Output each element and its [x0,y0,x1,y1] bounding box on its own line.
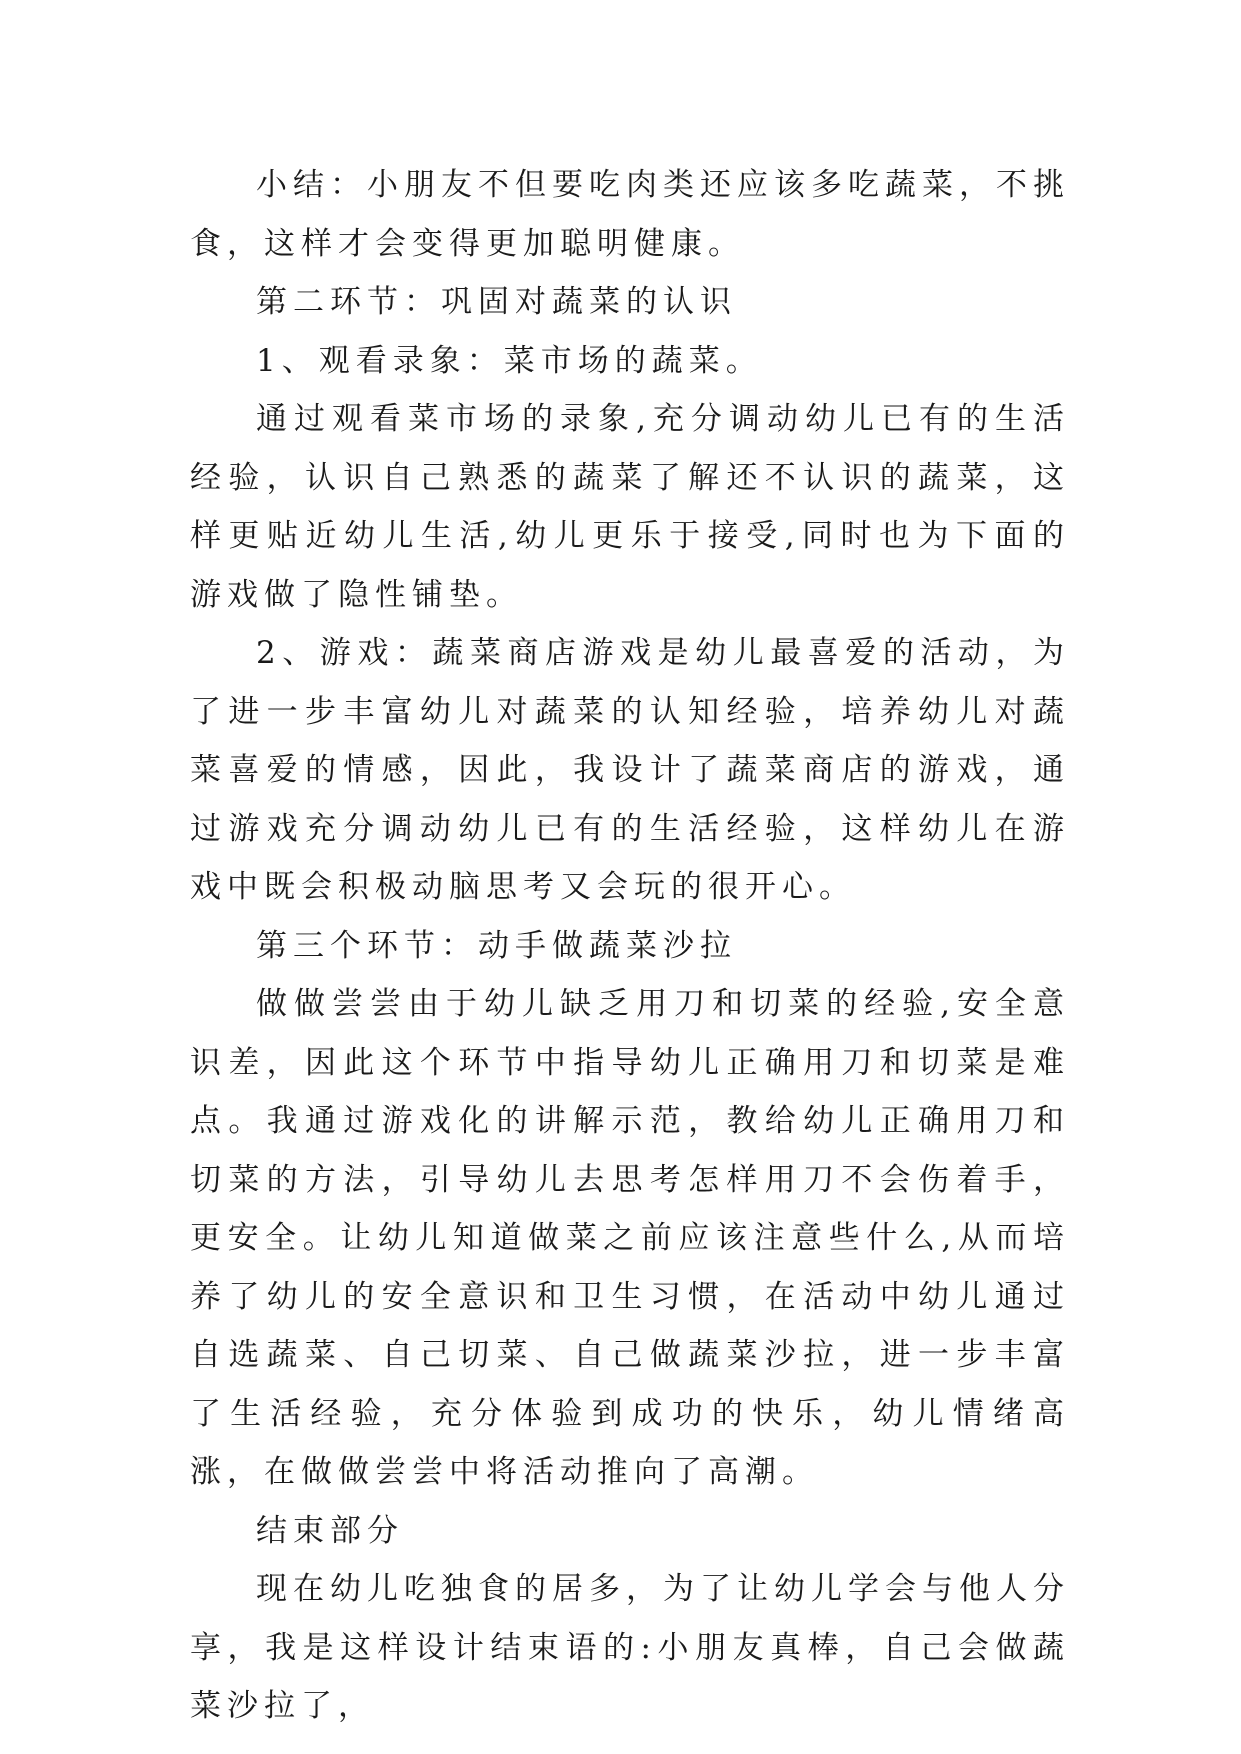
paragraph-item-two: 2、游戏：蔬菜商店游戏是幼儿最喜爱的活动，为了进一步丰富幼儿对蔬菜的认知经验，培养幼儿对蔬菜喜爱的情感，因此，我设计了蔬菜商店的游戏，通过游戏充分调动幼儿已有的生活经验，这样幼儿在游戏中既会积极动脑思考又会玩的很开心。 [190,635,1070,905]
paragraph-summary: 小结：小朋友不但要吃肉类还应该多吃蔬菜，不挑食，这样才会变得更加聪明健康。 [190,167,1070,262]
heading-ending-part: 结束部分 [256,1512,404,1549]
paragraph-video-explanation: 通过观看菜市场的录象,充分调动幼儿已有的生活经验，认识自己熟悉的蔬菜了解还不认识的蔬菜，这样更贴近幼儿生活,幼儿更乐于接受,同时也为下面的游戏做了隐性铺垫。 [190,401,1070,613]
document-body [190,156,1070,1736]
paragraph-ending: 现在幼儿吃独食的居多，为了让幼儿学会与他人分享，我是这样设计结束语的:小朋友真棒，自己会做蔬菜沙拉了， [190,1571,1070,1724]
heading-section-three: 第三个环节：动手做蔬菜沙拉 [256,927,737,964]
heading-section-two: 第二环节：巩固对蔬菜的认识 [256,284,737,320]
paragraph-item-one: 1、观看录象：菜市场的蔬菜。 [256,342,763,379]
paragraph-salad-activity: 做做尝尝由于幼儿缺乏用刀和切菜的经验,安全意识差，因此这个环节中指导幼儿正确用刀和切菜是难点。我通过游戏化的讲解示范，教给幼儿正确用刀和切菜的方法，引导幼儿去思考怎样用刀不会伤着手，更安全。让幼儿知道做菜之前应该注意些什么,从而培养了幼儿的安全意识和卫生习惯，在活动中幼儿通过自选蔬菜、自己切菜、自己做蔬菜沙拉，进一步丰富了生活经验，充分体验到成功的快乐，幼儿情绪高涨，在做做尝尝中将活动推向了高潮。 [190,986,1070,1490]
